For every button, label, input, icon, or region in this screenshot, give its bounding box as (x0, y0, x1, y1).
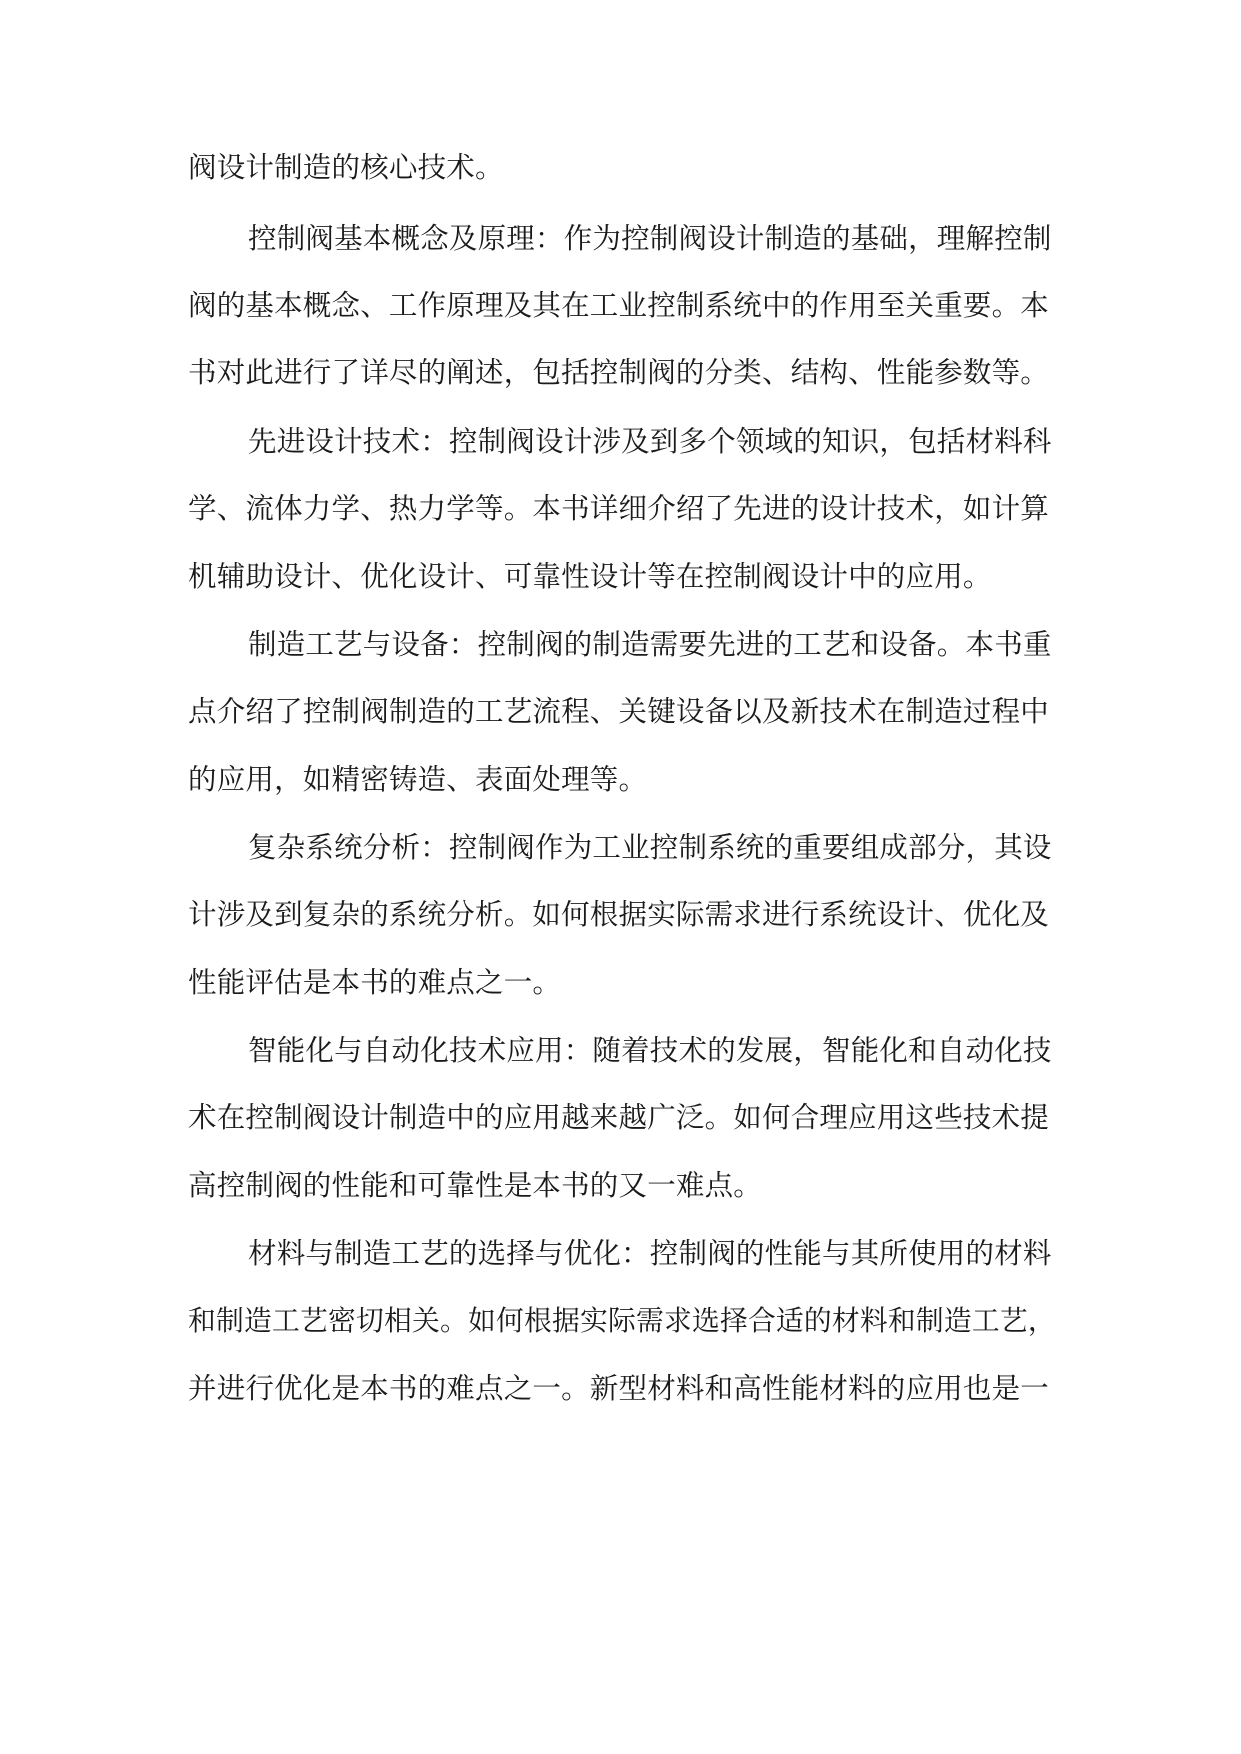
paragraph-first-line: 材料与制造工艺的选择与优化：控制阀的性能与其所使用的材料 (248, 1237, 1052, 1270)
text-line: 术在控制阀设计制造中的应用越来越广泛。如何合理应用这些技术提 (188, 1101, 1050, 1134)
paragraph-first-line: 制造工艺与设备：控制阀的制造需要先进的工艺和设备。本书重 (248, 628, 1052, 661)
paragraph-first-line: 控制阀基本概念及原理：作为控制阀设计制造的基础，理解控制 (248, 222, 1052, 255)
text-line: 书对此进行了详尽的阐述，包括控制阀的分类、结构、性能参数等。 (188, 356, 1050, 389)
text-line: 并进行优化是本书的难点之一。新型材料和高性能材料的应用也是一 (188, 1372, 1050, 1405)
paragraph-first-line: 复杂系统分析：控制阀作为工业控制系统的重要组成部分，其设 (248, 831, 1052, 864)
text-line: 点介绍了控制阀制造的工艺流程、关键设备以及新技术在制造过程中 (188, 695, 1050, 728)
paragraph-first-line: 智能化与自动化技术应用：随着技术的发展，智能化和自动化技 (248, 1034, 1052, 1067)
text-line: 的应用，如精密铸造、表面处理等。 (188, 763, 648, 796)
text-line: 性能评估是本书的难点之一。 (188, 966, 562, 999)
text-line: 阀设计制造的核心技术。 (188, 151, 504, 184)
text-line: 计涉及到复杂的系统分析。如何根据实际需求进行系统设计、优化及 (188, 898, 1050, 931)
text-line: 高控制阀的性能和可靠性是本书的又一难点。 (188, 1169, 763, 1202)
text-line: 和制造工艺密切相关。如何根据实际需求选择合适的材料和制造工艺， (188, 1304, 1056, 1337)
paragraph-first-line: 先进设计技术：控制阀设计涉及到多个领域的知识，包括材料科 (248, 425, 1052, 458)
text-line: 阀的基本概念、工作原理及其在工业控制系统中的作用至关重要。本 (188, 289, 1050, 322)
text-line: 机辅助设计、优化设计、可靠性设计等在控制阀设计中的应用。 (188, 560, 992, 593)
text-line: 学、流体力学、热力学等。本书详细介绍了先进的设计技术，如计算 (188, 492, 1050, 525)
